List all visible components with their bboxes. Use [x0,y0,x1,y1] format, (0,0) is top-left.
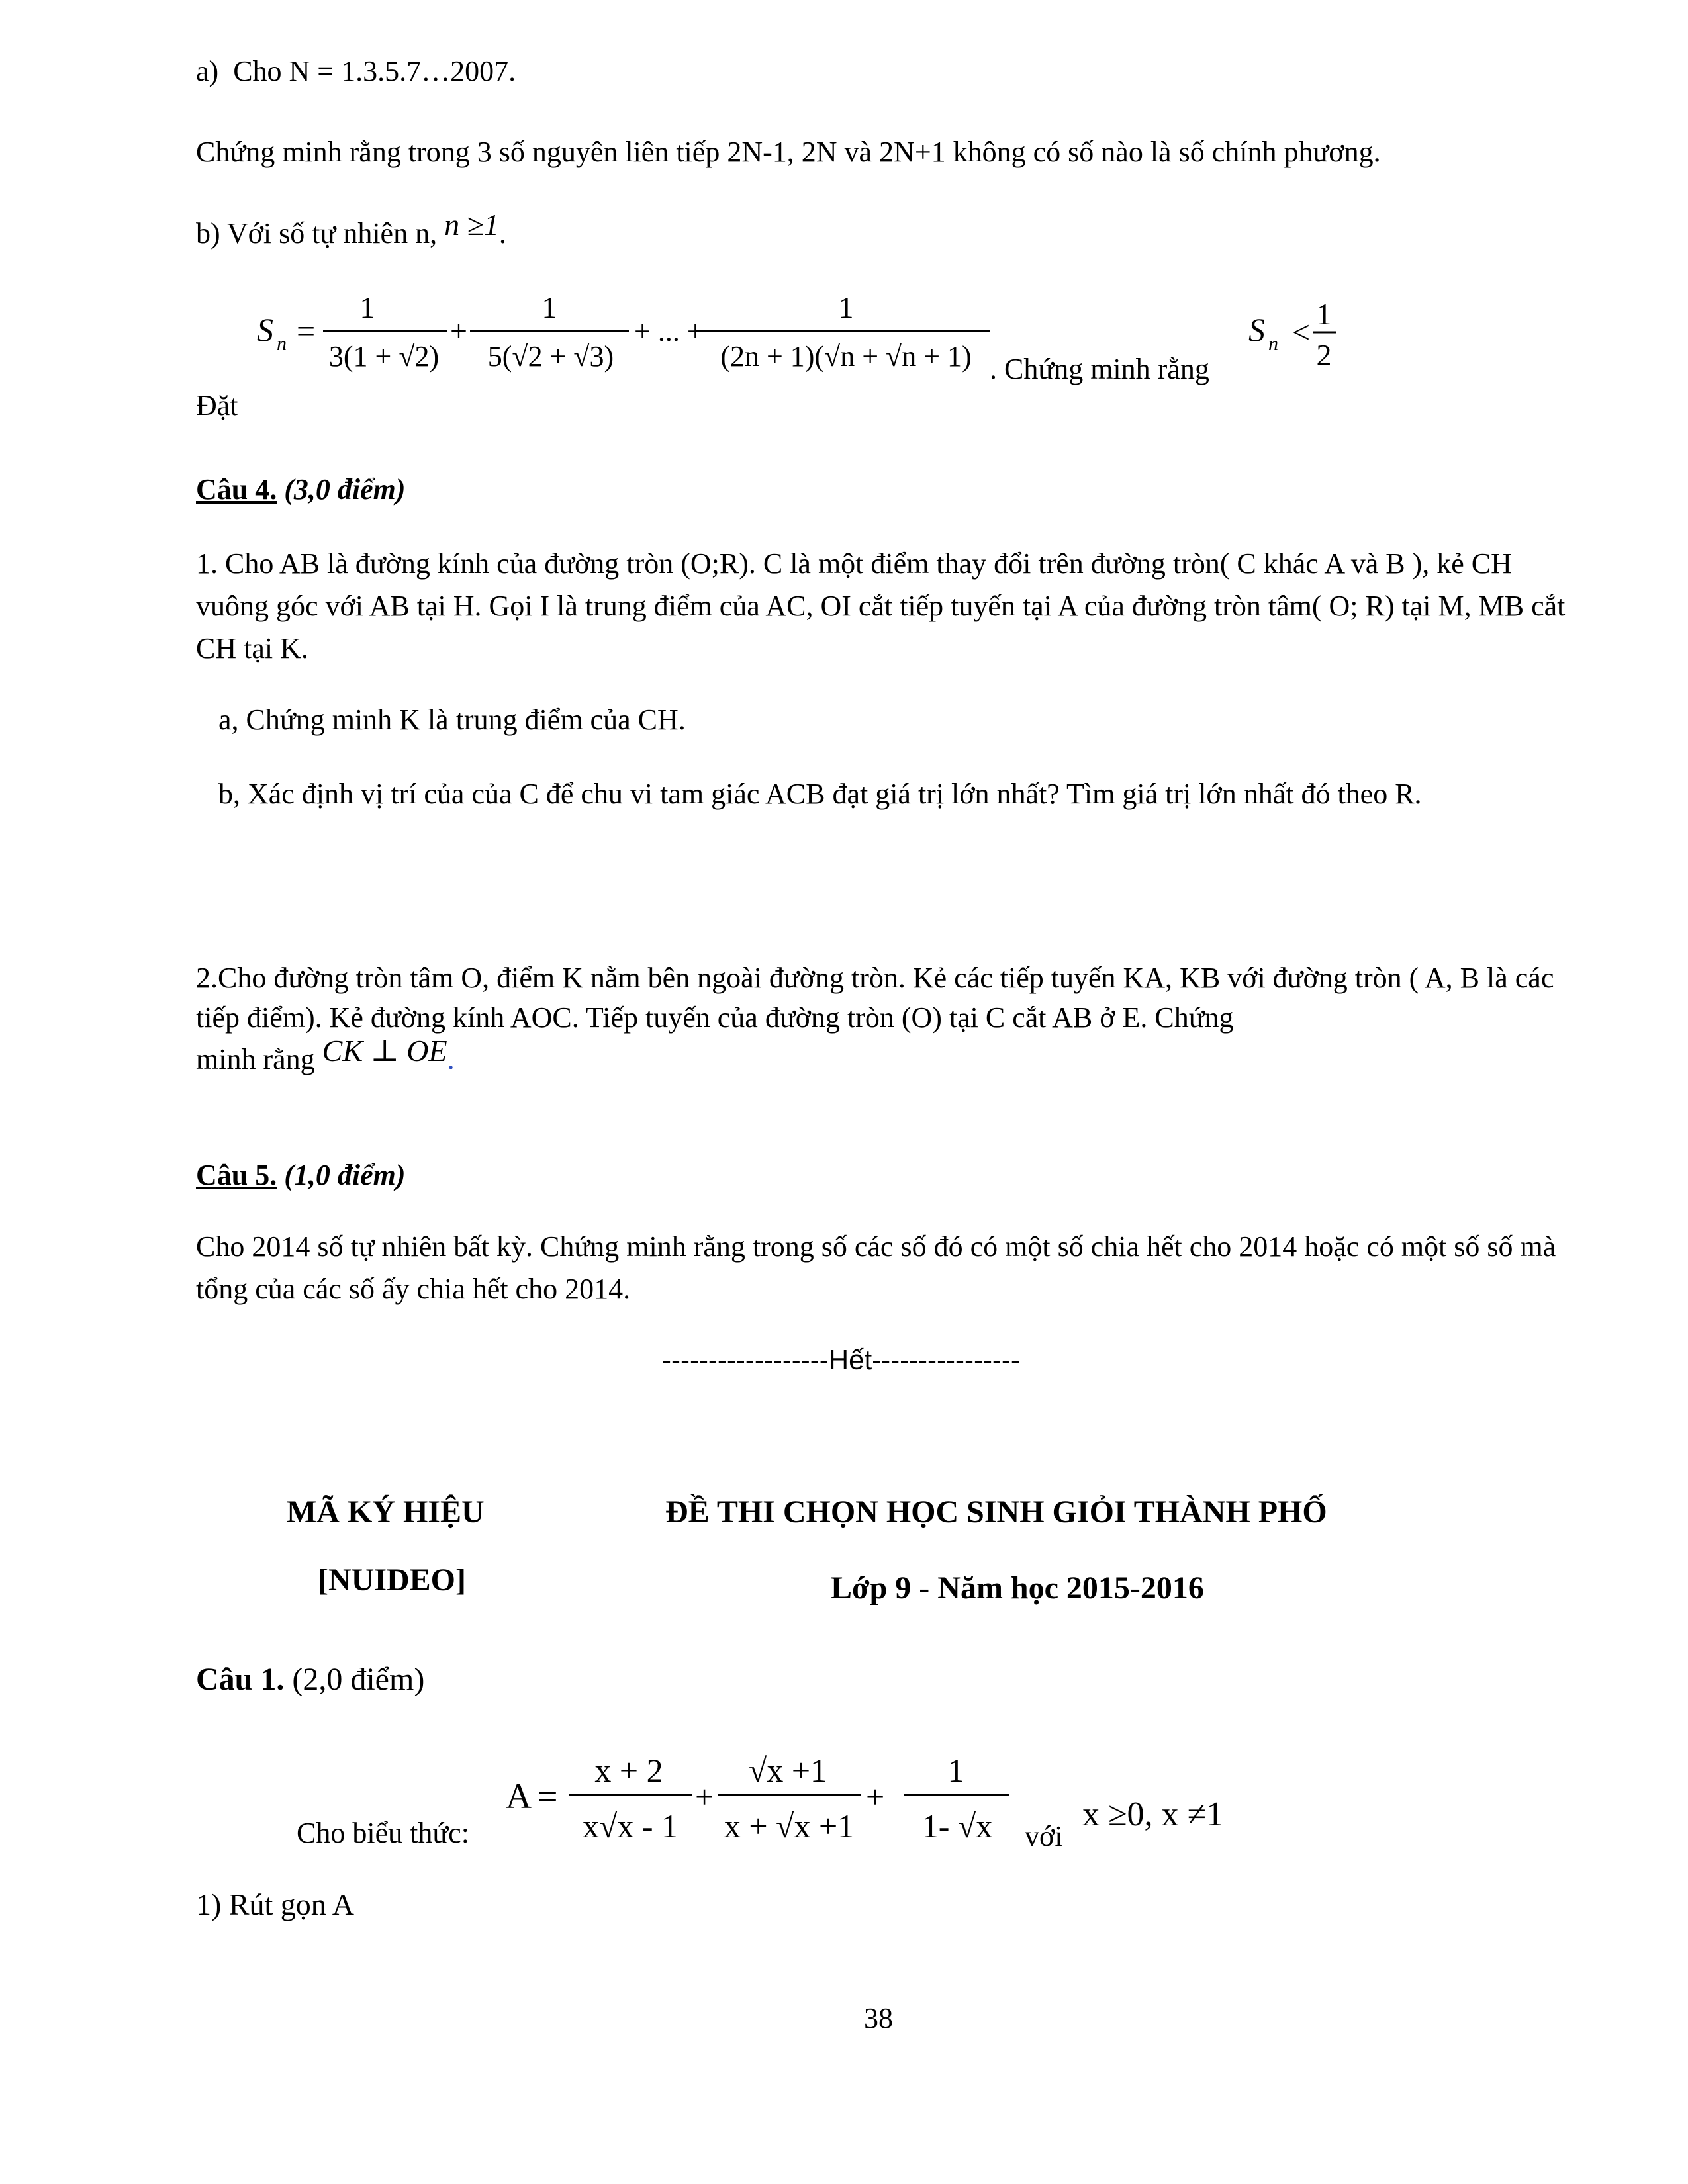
plus-dots: + ... + [634,315,704,347]
term1-numerator: 1 [359,291,375,324]
q4-part2-minh: minh rằng [196,1043,315,1075]
frac1-den: x√x - 1 [582,1807,679,1844]
c1-cho: Cho biểu thức: [297,1817,469,1849]
q3b-dat: Đặt [196,389,238,422]
c1-part1: 1) Rút gọn A [196,1888,354,1921]
code-label: MÃ KÝ HIỆU [287,1494,485,1529]
sn-subscript: n [277,333,287,355]
plus-1: + [450,314,467,347]
plus-b: + [866,1778,885,1815]
frac3-den: 1- √x [921,1807,993,1844]
expr-a: A [506,1776,532,1816]
q3a-body: Chứng minh rằng trong 3 số nguyên liên tiếp 2N-1, 2N và 2N+1 không có số nào là số chính phương. [196,136,1381,168]
sn-equals: = [297,312,316,349]
q5-points: (1,0 điểm) [284,1159,406,1191]
q4-part2: 2.Cho đường tròn tâm O, điểm K nằm bên ngoài đường tròn. Kẻ các tiếp tuyến KA, KB với đường tròn ( A, B là các tiếp điểm). Kẻ đường kính AOC. Tiếp tuyến của đường tròn (O) tại C cắt AB ở E. Chứng [196,962,1554,1034]
q4-part2-end: . [447,1043,455,1075]
page-number: 38 [864,2002,893,2034]
frac1-num: x + 2 [594,1752,663,1789]
q5-body: Cho 2014 số tự nhiên bất kỳ. Chứng minh rằng trong số các số đó có một số chia hết cho 2014 hoặc có một số số mà tổng của các số ấy chia hết cho 2014. [196,1230,1556,1305]
q3b-end: . Chứng minh rằng [990,353,1209,385]
frac2-num: √x +1 [748,1752,827,1789]
end-mark: ------------------Hết---------------- [662,1344,1020,1375]
code-value: [NUIDEO] [318,1563,466,1598]
q3b-line [196,208,506,253]
sn-bound [1244,291,1377,384]
q4-part1b: b, Xác định vị trí của của C để chu vi tam giác ACB đạt giá trị lớn nhất? Tìm giá trị lớn nhất đó theo R. [218,778,1422,810]
q5-title: Câu 5. [196,1159,277,1191]
c1-voi: với [1025,1820,1063,1852]
q3a-label: a) [196,55,219,87]
c1-title: Câu 1. [196,1662,285,1697]
q4-points: (3,0 điểm) [284,473,406,506]
exam-subtitle: Lớp 9 - Năm học 2015-2016 [831,1570,1204,1606]
q4-part2-math: CK ⊥ OE [322,1034,447,1068]
bound-s: S [1248,311,1265,348]
bound-n: n [1268,333,1278,355]
bound-lt: < [1292,315,1311,350]
q4-title: Câu 4. [196,473,277,506]
q5-heading [196,1156,406,1195]
c1-heading [196,1660,424,1700]
expr-eq: = [538,1776,558,1816]
sn-symbol: S [257,311,273,348]
q3b-condition: n ≥1 [444,208,499,242]
c1-expression [503,1734,1072,1866]
bound-num: 1 [1316,297,1332,331]
q4-part1a: a, Chứng minh K là trung điểm của CH. [218,704,686,736]
term3-numerator: 1 [838,291,854,324]
q4-part1: 1. Cho AB là đường kính của đường tròn (O;R). C là một điểm thay đổi trên đường tròn( C khác A và B ), kẻ CH vuông góc với AB tại H. Gọi I là trung điểm của AC, OI cắt tiếp tuyến tại A của đường tròn tâm( O; R) tại M, MB cắt CH tại K. [196,547,1566,664]
c1-points: (2,0 điểm) [292,1662,425,1697]
plus-a: + [695,1778,714,1815]
exam-title: ĐỀ THI CHỌN HỌC SINH GIỎI THÀNH PHỐ [665,1494,1327,1529]
q3a-line [196,52,516,91]
q3b-text: b) Với số tự nhiên n, [196,217,438,250]
term3-denominator: (2n + 1)(√n + √n + 1) [720,340,972,373]
term2-denominator: 5(√2 + √3) [487,340,614,373]
c1-condition: x ≥0, x ≠1 [1082,1796,1224,1833]
bound-den: 2 [1316,338,1332,372]
q3a-text: Cho N = 1.3.5.7…2007. [233,55,516,87]
q4-part2-last [196,1034,455,1079]
term2-numerator: 1 [541,291,557,324]
term1-denominator: 3(1 + √2) [328,340,440,373]
q3b-condition-end: . [498,217,506,250]
q4-heading [196,470,406,510]
frac2-den: x + √x +1 [724,1807,855,1844]
frac3-num: 1 [947,1752,964,1789]
